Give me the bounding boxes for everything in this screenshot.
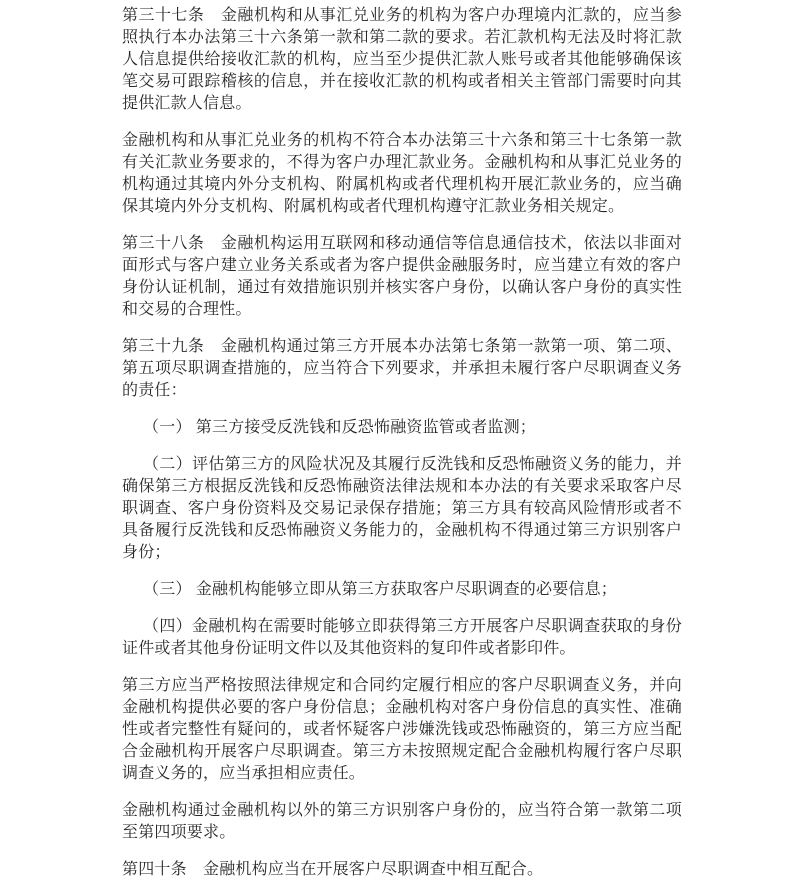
article-39-item-3: （三） 金融机构能够立即从第三方获取客户尽职调查的必要信息； (143, 581, 618, 598)
article-37-paragraph-1: 第三十七条 金融机构和从事汇兑业务的机构为客户办理境内汇款的，应当参照执行本办法第三十六条第一款和第二款的要求。若汇款机构无法及时将汇款人信息提供给接收汇款的机构，应当至少提供汇款人账号或者其他能够确保该笔交易可跟踪稽核的信息，并在接收汇款的机构或者相关主管部门需要时向其提供汇款人信息。 (122, 7, 682, 112)
article-38-paragraph: 第三十八条 金融机构运用互联网和移动通信等信息通信技术，依法以非面对面形式与客户建立业务关系或者为客户提供金融服务时，应当建立有效的客户身份认证机制，通过有效措施识别并核实客户身份，以确认客户身份的真实性和交易的合理性。 (122, 235, 682, 318)
article-37-paragraph-2: 金融机构和从事汇兑业务的机构不符合本办法第三十六条和第三十七条第一款有关汇款业务要求的，不得为客户办理汇款业务。金融机构和从事汇兑业务的机构通过其境内外分支机构、附属机构或者代理机构开展汇款业务的，应当确保其境内外分支机构、附属机构或者代理机构遵守汇款业务相关规定。 (122, 132, 682, 215)
article-39-item-2: （二）评估第三方的风险状况及其履行反洗钱和反恐怖融资义务的能力，并确保第三方根据反洗钱和反恐怖融资法律法规和本办法的有关要求采取客户尽职调查、客户身份资料及交易记录保存措施；第三方具有较高风险情形或者不具备履行反洗钱和反恐怖融资义务能力的，金融机构不得通过第三方识别客户身份； (122, 456, 682, 561)
article-40-paragraph: 第四十条 金融机构应当在开展客户尽职调查中相互配合。 (122, 861, 544, 878)
article-39-intro: 第三十九条 金融机构通过第三方开展本办法第七条第一款第一项、第二项、第五项尽职调查措施的，应当符合下列要求，并承担未履行客户尽职调查义务的责任： (122, 338, 682, 399)
article-39-paragraph-3: 金融机构通过金融机构以外的第三方识别客户身份的，应当符合第一款第二项至第四项要求。 (122, 802, 682, 841)
article-39-paragraph-2: 第三方应当严格按照法律规定和合同约定履行相应的客户尽职调查义务，并向金融机构提供必要的客户身份信息；金融机构对客户身份信息的真实性、准确性或者完整性有疑问的，或者怀疑客户涉嫌洗钱或恐怖融资的，第三方应当配合金融机构开展客户尽职调查。第三方未按照规定配合金融机构履行客户尽职调查义务的，应当承担相应责任。 (122, 677, 682, 782)
article-39-item-1: （一） 第三方接受反洗钱和反恐怖融资监管或者监测； (143, 419, 537, 436)
article-39-item-4: （四）金融机构在需要时能够立即获得第三方开展客户尽职调查获取的身份证件或者其他身份证明文件以及其他资料的复印件或者影印件。 (122, 618, 682, 657)
